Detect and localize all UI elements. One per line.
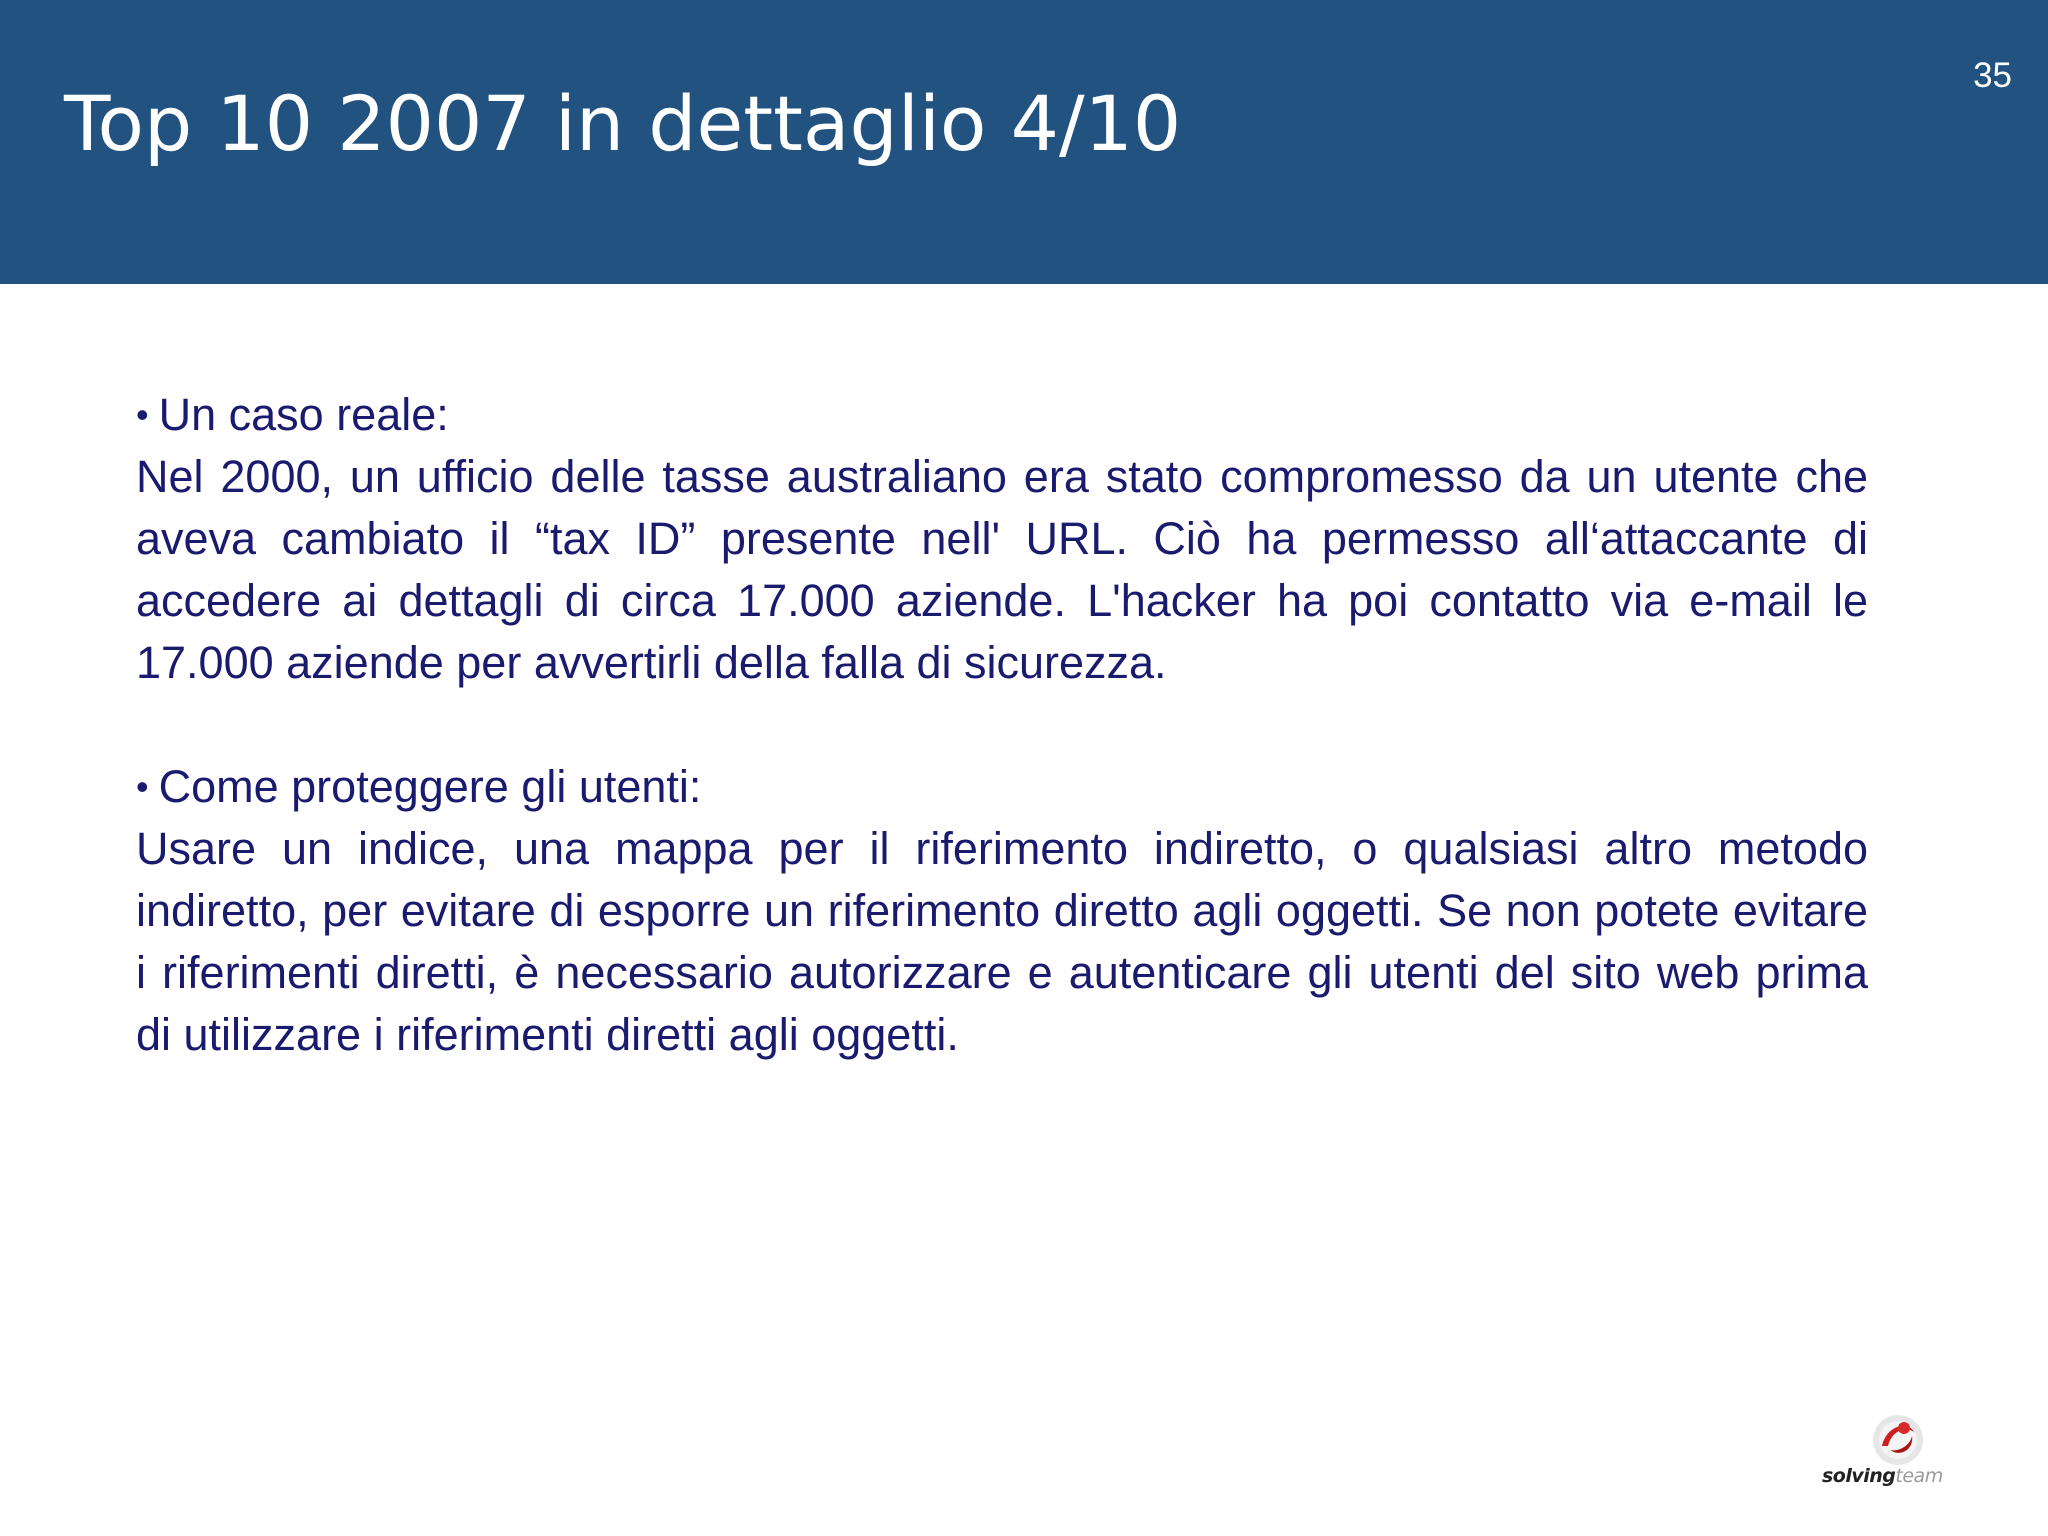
- slide-number: 35: [1973, 56, 2012, 95]
- body-paragraph: Nel 2000, un ufficio delle tasse australiano era stato compromesso da un utente che aveva cambiato il “tax ID” presente nell' URL. Ciò ha permesso all‘attaccante di accedere ai dettagli di circa 17.000 aziende. L'hacker ha poi contatto via e-mail le 17.000 aziende per avvertirli della falla di sicurezza.: [136, 451, 1868, 688]
- bullet-heading-text: Un caso reale:: [158, 389, 449, 440]
- slide-title: Top 10 2007 in dettaglio 4/10: [64, 79, 1182, 168]
- slide-body: [136, 384, 1868, 1066]
- section-real-case: [136, 384, 1868, 694]
- solvingteam-logo-icon: [1870, 1412, 1926, 1468]
- bullet-dot: •: [136, 766, 149, 807]
- section-protection: [136, 756, 1868, 1066]
- logo-word-team: team: [1895, 1465, 1943, 1487]
- logo-wordmark: [1822, 1464, 1966, 1488]
- header-band: [0, 0, 2048, 284]
- logo-word-solving: solving: [1822, 1465, 1896, 1487]
- bullet-heading: [136, 756, 1868, 818]
- bullet-dot: •: [136, 394, 149, 435]
- company-logo: [1822, 1412, 1966, 1496]
- body-paragraph: Usare un indice, una mappa per il riferimento indiretto, o qualsiasi altro metodo indiretto, per evitare di esporre un riferimento diretto agli oggetti. Se non potete evitare i riferimenti diretti, è necessario autorizzare e autenticare gli utenti del sito web prima di utilizzare i riferimenti diretti agli oggetti.: [136, 823, 1868, 1060]
- bullet-heading-text: Come proteggere gli utenti:: [158, 761, 702, 812]
- bullet-heading: [136, 384, 1868, 446]
